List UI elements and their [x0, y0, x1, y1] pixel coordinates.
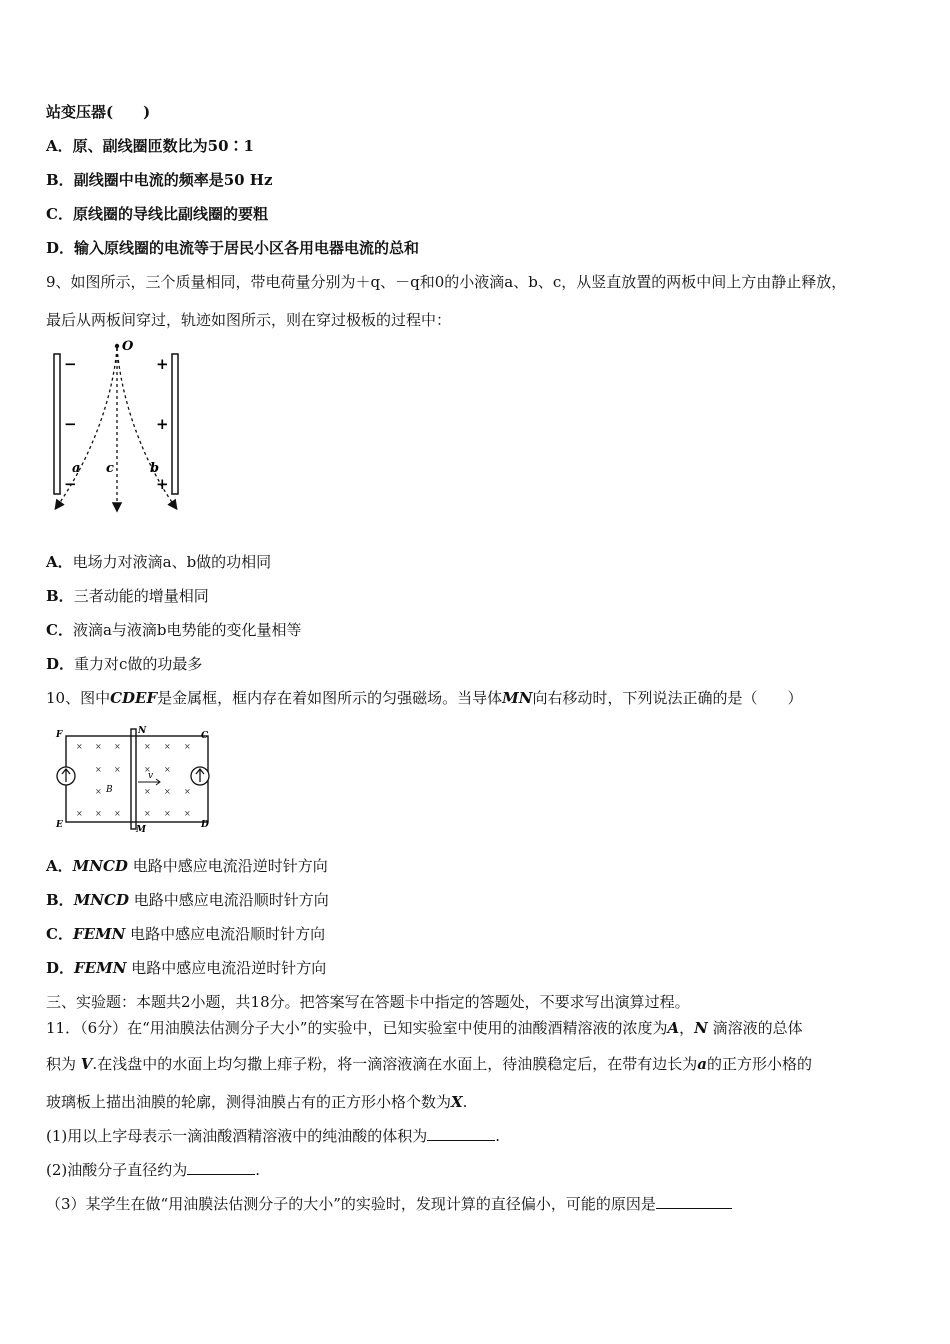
q9-option-a[interactable]: [46, 552, 271, 572]
option-text: 电路中感应电流沿顺时针方向: [130, 925, 326, 943]
option-letter: D．: [46, 239, 75, 257]
text: (1)用以上字母表示一滴油酸酒精溶液中的纯油酸的体积为: [46, 1127, 428, 1145]
field-mark: ×: [114, 765, 121, 774]
q9-stem-line1: 9、如图所示，三个质量相同，带电荷量分别为＋q、－q和0的小液滴a、b、c，从竖直放置的两板中间上方由静止释放，: [46, 273, 847, 291]
var-a: A: [667, 1019, 680, 1037]
field-mark: ×: [114, 809, 121, 818]
corner-f: F: [56, 730, 63, 740]
option-letter: A．: [46, 857, 73, 875]
text: .在浅盘中的水面上均匀撒上痱子粉，将一滴溶液滴在水面上，待油膜稳定后，在带有边长为: [92, 1055, 698, 1073]
field-label: B: [106, 785, 113, 795]
option-text: 电路中感应电流沿顺时针方向: [133, 891, 329, 909]
left-sign: −: [64, 475, 77, 493]
q11-sub3: [46, 1194, 732, 1214]
option-letter: D．: [46, 959, 75, 977]
q8-option-b[interactable]: [46, 170, 272, 190]
text: .: [495, 1127, 501, 1145]
corner-e: E: [56, 820, 63, 830]
option-circuit: FEMN: [74, 959, 127, 977]
field-mark: ×: [164, 765, 171, 774]
right-plate: [172, 354, 178, 494]
rod-mn: [131, 729, 136, 829]
field-mark: ×: [76, 809, 83, 818]
text: 滴溶液的总体: [707, 1019, 803, 1037]
q10-num: 10、图中: [46, 689, 111, 707]
origin-point: [115, 344, 119, 348]
left-sign: −: [64, 415, 77, 433]
text: 11．（6分）在“用油膜法估测分子大小”的实验中，已知实验室中使用的油酸酒精溶液的浓度为: [46, 1019, 668, 1037]
q10-rod: MN: [502, 689, 533, 707]
var-v: V: [80, 1055, 93, 1073]
answer-blank[interactable]: [656, 1194, 732, 1209]
option-letter: C．: [46, 205, 73, 223]
velocity-label: v: [148, 771, 154, 781]
option-letter: C．: [46, 925, 73, 943]
field-mark: ×: [144, 809, 151, 818]
field-mark: ×: [164, 809, 171, 818]
q10-option-a[interactable]: [46, 856, 328, 876]
q9-stem-line2: 最后从两板间穿过，轨迹如图所示，则在穿过极板的过程中：: [46, 311, 452, 329]
q10-stem: [46, 688, 802, 708]
option-text: 电路中感应电流沿逆时针方向: [132, 857, 328, 875]
field-mark: ×: [184, 787, 191, 796]
option-letter: B．: [46, 171, 74, 189]
drop-label-a: a: [72, 461, 81, 476]
corner-m: M: [136, 825, 146, 835]
q8-stem-tail: 站变压器( ): [46, 103, 151, 121]
option-text: 原、副线圈匝数比为50∶1: [72, 137, 254, 155]
q10-option-b[interactable]: [46, 890, 329, 910]
option-text: 重力对c做的功最多: [74, 655, 203, 673]
field-mark: ×: [95, 787, 102, 796]
q11-stem-line1: [46, 1018, 803, 1038]
option-text: 副线圈中电流的频率是50 Hz: [73, 171, 273, 189]
option-letter: B．: [46, 891, 74, 909]
q11-stem-line3: [46, 1092, 467, 1112]
q10-frame: CDEF: [110, 689, 158, 707]
text: .: [462, 1093, 468, 1111]
q9-option-b[interactable]: [46, 586, 209, 606]
field-mark: ×: [184, 742, 191, 751]
field-mark: ×: [95, 809, 102, 818]
field-mark: ×: [95, 742, 102, 751]
text: .: [255, 1161, 261, 1179]
option-text: 液滴a与液滴b电势能的变化量相等: [72, 621, 302, 639]
field-mark: ×: [114, 742, 121, 751]
field-mark: ×: [144, 765, 151, 774]
option-circuit: MNCD: [72, 857, 128, 875]
q8-option-c[interactable]: [46, 204, 268, 224]
q8-option-a[interactable]: [46, 136, 254, 156]
option-text: 三者动能的增量相同: [73, 587, 209, 605]
q9-option-d[interactable]: [46, 654, 202, 674]
field-mark: ×: [164, 787, 171, 796]
var-x: X: [451, 1093, 463, 1111]
q9-option-c[interactable]: [46, 620, 302, 640]
var-n: N: [694, 1019, 708, 1037]
field-mark: ×: [144, 787, 151, 796]
q10-option-c[interactable]: [46, 924, 325, 944]
drop-label-c: c: [106, 461, 114, 476]
field-mark: ×: [76, 742, 83, 751]
option-text: 电路中感应电流沿逆时针方向: [131, 959, 327, 977]
right-sign: +: [156, 475, 169, 493]
field-mark: ×: [184, 809, 191, 818]
text: (2)油酸分子直径约为: [46, 1161, 188, 1179]
var-side: a: [697, 1055, 707, 1073]
left-sign: −: [64, 355, 77, 373]
field-marks: [76, 742, 191, 818]
option-letter: A．: [46, 137, 73, 155]
option-text: 原线圈的导线比副线圈的要粗: [72, 205, 268, 223]
drop-label-b: b: [150, 461, 160, 476]
q8-option-d[interactable]: [46, 238, 419, 258]
section-3-heading: 三、实验题：本题共2小题，共18分。把答案写在答题卡中指定的答题处，不要求写出演算过程。: [46, 993, 690, 1011]
option-text: 输入原线圈的电流等于居民小区各用电器电流的总和: [74, 239, 420, 257]
option-circuit: FEMN: [72, 925, 126, 943]
option-letter: C．: [46, 621, 73, 639]
q10-option-d[interactable]: [46, 958, 326, 978]
left-plate: [54, 354, 60, 494]
q11-stem-line2: [46, 1054, 812, 1074]
field-mark: ×: [95, 765, 102, 774]
option-circuit: MNCD: [73, 891, 129, 909]
answer-blank[interactable]: [187, 1160, 255, 1175]
q9-figure-plates: [46, 336, 196, 522]
corner-c: C: [201, 731, 209, 741]
answer-blank[interactable]: [427, 1126, 495, 1141]
q10-figure-frame: [52, 724, 220, 836]
right-sign: +: [156, 355, 169, 373]
corner-n: N: [138, 726, 147, 736]
text: 的正方形小格的: [706, 1055, 812, 1073]
origin-label: O: [122, 339, 134, 354]
field-mark: ×: [144, 742, 151, 751]
text: 积为: [46, 1055, 81, 1073]
field-mark: ×: [164, 742, 171, 751]
q11-sub2: [46, 1160, 260, 1180]
text: 玻璃板上描出油膜的轮廓，测得油膜占有的正方形小格个数为: [46, 1093, 452, 1111]
option-text: 电场力对液滴a、b做的功相同: [72, 553, 272, 571]
right-sign: +: [156, 415, 169, 433]
q10-mid: 是金属框，框内存在着如图所示的匀强磁场。当导体: [157, 689, 503, 707]
option-letter: D．: [46, 655, 75, 673]
text: ，: [679, 1019, 695, 1037]
q10-tail: 向右移动时，下列说法正确的是（ ）: [532, 689, 803, 707]
corner-d: D: [201, 820, 209, 830]
option-letter: B．: [46, 587, 74, 605]
q11-sub1: [46, 1126, 500, 1146]
text: （3）某学生在做“用油膜法估测分子的大小”的实验时，发现计算的直径偏小，可能的原因是: [46, 1195, 656, 1213]
option-letter: A．: [46, 553, 73, 571]
